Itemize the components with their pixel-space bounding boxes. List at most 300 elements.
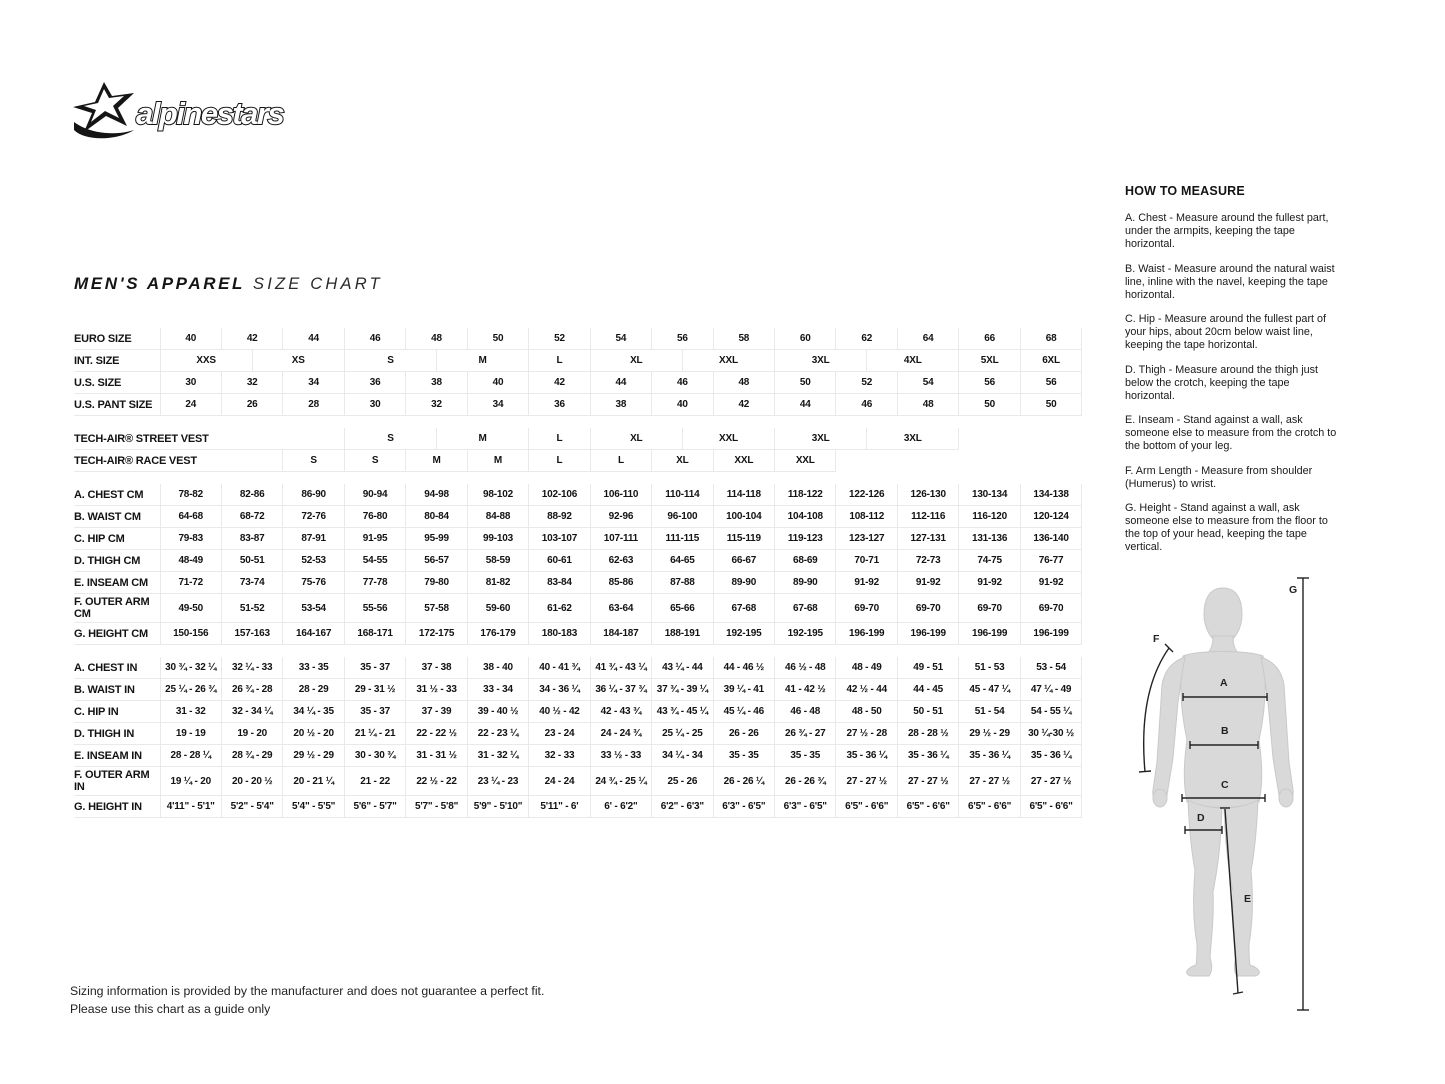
table-cell: 32 - 33 [529, 745, 590, 767]
table-cell: 6XL [1020, 350, 1081, 372]
label-c: C [1221, 779, 1229, 791]
table-cell: 25 ¼ - 26 ¾ [160, 679, 221, 701]
table-cell: 42 [713, 394, 774, 416]
table-cell: 40 - 41 ¾ [529, 657, 590, 679]
table-cell: 6'5" - 6'6" [836, 796, 897, 818]
page-title-sub: SIZE CHART [253, 275, 383, 293]
disclaimer [70, 983, 544, 1019]
row-label: TECH-AIR® STREET VEST [74, 428, 160, 450]
measure-instruction-hip: C. Hip - Measure around the fullest part of your hips, about 20cm below waist line, keeping the tape horizontal. [1125, 313, 1327, 352]
table-cell: 52 [836, 372, 897, 394]
table-cell: 98-102 [467, 484, 528, 506]
row-label: A. CHEST CM [74, 484, 160, 506]
table-cell: 23 ¼ - 23 [467, 767, 528, 796]
table-cell: 35 - 36 ¼ [836, 745, 897, 767]
table-cell: 102-106 [529, 484, 590, 506]
table-cell: L [529, 428, 590, 450]
row-label: B. WAIST CM [74, 506, 160, 528]
table-cell: 24 ¾ - 25 ¼ [590, 767, 651, 796]
table-cell: 50 [775, 372, 836, 394]
alpinestars-wordmark: alpinestars [136, 96, 284, 131]
table-cell: S [344, 450, 405, 472]
table-cell: 39 - 40 ½ [467, 701, 528, 723]
table-cell: 196-199 [959, 623, 1020, 645]
table-cell: 91-92 [897, 572, 958, 594]
table-cell: 44 [283, 328, 344, 350]
table-row [74, 450, 1082, 472]
alpinestars-star-icon [73, 82, 134, 138]
table-cell: 19 - 19 [160, 723, 221, 745]
table-cell: 21 ¼ - 21 [344, 723, 405, 745]
table-cell: 22 - 23 ¼ [467, 723, 528, 745]
table-cell: 79-83 [160, 528, 221, 550]
table-cell: 75-76 [283, 572, 344, 594]
table-cell: 27 - 27 ½ [836, 767, 897, 796]
table-cell: 34 ¼ - 34 [652, 745, 713, 767]
table-cell: 24 - 24 ¾ [590, 723, 651, 745]
disclaimer-line2: Please use this chart as a guide only [70, 1001, 271, 1016]
table-cell: 60-61 [529, 550, 590, 572]
table-cell: 46 - 48 [775, 701, 836, 723]
table-cell: 184-187 [590, 623, 651, 645]
table-cell: 24 - 24 [529, 767, 590, 796]
table-cell: 27 - 27 ½ [959, 767, 1020, 796]
table-cell: 172-175 [406, 623, 467, 645]
table-cell: 30 ¾ - 32 ¼ [160, 657, 221, 679]
table-row [74, 528, 1082, 550]
table-cell: 5XL [959, 350, 1020, 372]
table-cell: 64-65 [652, 550, 713, 572]
row-label: G. HEIGHT CM [74, 623, 160, 645]
table-cell: 48 [713, 372, 774, 394]
table-cell: 34 - 36 ¼ [529, 679, 590, 701]
table-cell: 91-92 [836, 572, 897, 594]
table-cell: 51-52 [221, 594, 282, 623]
table-cell: 25 - 26 [652, 767, 713, 796]
table-cell: 6'5" - 6'6" [897, 796, 958, 818]
row-label: A. CHEST IN [74, 657, 160, 679]
table-cell: 76-80 [344, 506, 405, 528]
table-cell: XXL [713, 450, 774, 472]
table-cell: 114-118 [713, 484, 774, 506]
table-cell: 58 [713, 328, 774, 350]
table-cell: 83-84 [529, 572, 590, 594]
table-cell: S [344, 350, 436, 372]
table-cell: 31 ½ - 33 [406, 679, 467, 701]
table-cell: 55-56 [344, 594, 405, 623]
table-cell: 33 - 34 [467, 679, 528, 701]
row-label: E. INSEAM CM [74, 572, 160, 594]
table-cell: 110-114 [652, 484, 713, 506]
alpinestars-logo [72, 80, 332, 140]
table-cell: 26 - 26 ¼ [713, 767, 774, 796]
table-cell: 196-199 [897, 623, 958, 645]
table-cell: XS [252, 350, 344, 372]
table-cell: 116-120 [959, 506, 1020, 528]
table-cell: 5'2" - 5'4" [221, 796, 282, 818]
table-row [74, 623, 1082, 645]
label-f: F [1153, 633, 1160, 645]
table-cell: 37 ¾ - 39 ¼ [652, 679, 713, 701]
table-cell: M [406, 450, 467, 472]
table-cell: 32 - 34 ¼ [221, 701, 282, 723]
table-cell: 94-98 [406, 484, 467, 506]
table-cell: 64 [897, 328, 958, 350]
table-cell: XXS [160, 350, 252, 372]
label-b: B [1221, 725, 1229, 737]
table-cell: 24 [160, 394, 221, 416]
table-cell: 112-116 [897, 506, 958, 528]
measure-instruction-waist: B. Waist - Measure around the natural waist line, inline with the navel, keeping the tape horizontal. [1125, 262, 1335, 301]
table-cell: 3XL [775, 428, 867, 450]
measure-instruction-thigh: D. Thigh - Measure around the thigh just below the crotch, keeping the tape horizontal. [1125, 363, 1319, 402]
table-cell: 56 [652, 328, 713, 350]
table-cell: 29 ½ - 29 [283, 745, 344, 767]
table-cell: 91-95 [344, 528, 405, 550]
table-cell: 32 [221, 372, 282, 394]
table-cell: 123-127 [836, 528, 897, 550]
table-cell: 42 [529, 372, 590, 394]
table-cell: 60 [775, 328, 836, 350]
table-cell: 34 [283, 372, 344, 394]
table-cell: 71-72 [160, 572, 221, 594]
table-cell: 76-77 [1020, 550, 1081, 572]
table-cell: 56 [959, 372, 1020, 394]
height-line [1297, 578, 1309, 1010]
table-cell: 26 [221, 394, 282, 416]
table-cell: 32 ¼ - 33 [221, 657, 282, 679]
table-cell: 126-130 [897, 484, 958, 506]
table-group-gap [74, 645, 1082, 658]
table-cell: 20 - 21 ¼ [283, 767, 344, 796]
table-cell: 131-136 [959, 528, 1020, 550]
table-cell: 44 [775, 394, 836, 416]
disclaimer-line1: Sizing information is provided by the manufacturer and does not guarantee a perfect fit. [70, 984, 545, 998]
table-row [74, 428, 1082, 450]
table-cell: 6'5" - 6'6" [959, 796, 1020, 818]
table-cell: 31 - 32 [160, 701, 221, 723]
table-cell: 52-53 [283, 550, 344, 572]
table-cell: 69-70 [959, 594, 1020, 623]
table-cell: XL [590, 350, 682, 372]
table-cell: 26 - 26 [713, 723, 774, 745]
table-cell: 28 - 28 ½ [897, 723, 958, 745]
table-cell: 127-131 [897, 528, 958, 550]
table-cell: 36 [529, 394, 590, 416]
table-cell: 29 ½ - 29 [959, 723, 1020, 745]
table-cell: L [529, 450, 590, 472]
table-cell: M [437, 428, 529, 450]
table-cell: 5'7" - 5'8" [406, 796, 467, 818]
table-cell: 38 - 40 [467, 657, 528, 679]
row-label: U.S. PANT SIZE [74, 394, 160, 416]
table-cell: 40 [160, 328, 221, 350]
table-cell: 46 [836, 394, 897, 416]
table-cell: 67-68 [775, 594, 836, 623]
table-row [74, 723, 1082, 745]
table-cell: 192-195 [713, 623, 774, 645]
measure-instruction-inseam: E. Inseam - Stand against a wall, ask someone else to measure from the crotch to the bottom of your leg. [1125, 414, 1337, 453]
how-to-measure [1125, 184, 1337, 566]
table-cell: 134-138 [1020, 484, 1081, 506]
measure-instruction-height: G. Height - Stand against a wall, ask someone else to measure from the floor to the top of your head, keeping the tape vertical. [1125, 501, 1328, 554]
table-cell: 28 ¾ - 29 [221, 745, 282, 767]
table-cell: 180-183 [529, 623, 590, 645]
table-cell: 26 ¾ - 28 [221, 679, 282, 701]
table-cell: S [344, 428, 436, 450]
table-cell [836, 450, 1082, 472]
table-cell: M [467, 450, 528, 472]
table-cell: 96-100 [652, 506, 713, 528]
table-cell: 59-60 [467, 594, 528, 623]
table-cell: 196-199 [836, 623, 897, 645]
table-cell: 79-80 [406, 572, 467, 594]
table-cell: 31 - 31 ½ [406, 745, 467, 767]
table-cell: 4'11" - 5'1" [160, 796, 221, 818]
table-cell: 164-167 [283, 623, 344, 645]
table-cell: 82-86 [221, 484, 282, 506]
table-cell: 30 - 30 ¾ [344, 745, 405, 767]
table-cell: 54 [590, 328, 651, 350]
table-cell: 91-92 [959, 572, 1020, 594]
row-label: F. OUTER ARM CM [74, 594, 160, 623]
table-cell: 27 - 27 ½ [897, 767, 958, 796]
table-cell: 34 [467, 394, 528, 416]
table-cell: 27 - 27 ½ [1020, 767, 1081, 796]
row-label: INT. SIZE [74, 350, 160, 372]
table-cell: 120-124 [1020, 506, 1081, 528]
table-cell [959, 428, 1082, 450]
body-measurement-diagram [1125, 562, 1445, 1034]
table-cell: 35 - 36 ¼ [959, 745, 1020, 767]
table-cell: 35 - 35 [713, 745, 774, 767]
table-row [74, 350, 1082, 372]
table-row [74, 394, 1082, 416]
table-cell: 49 - 51 [897, 657, 958, 679]
table-cell: 6'3" - 6'5" [775, 796, 836, 818]
table-cell: 64-68 [160, 506, 221, 528]
table-cell: 44 - 45 [897, 679, 958, 701]
table-cell: 50 [1020, 394, 1081, 416]
measure-instruction-chest: A. Chest - Measure around the fullest part, under the armpits, keeping the tape horizontal. [1125, 212, 1329, 251]
table-cell: 35 - 36 ¼ [897, 745, 958, 767]
table-row [74, 657, 1082, 679]
table-cell: 65-66 [652, 594, 713, 623]
table-cell: 58-59 [467, 550, 528, 572]
table-cell: 56-57 [406, 550, 467, 572]
table-cell: 69-70 [836, 594, 897, 623]
row-label: F. OUTER ARM IN [74, 767, 160, 796]
row-label: TECH-AIR® RACE VEST [74, 450, 160, 472]
table-cell: 47 ¼ - 49 [1020, 679, 1081, 701]
table-cell: 122-126 [836, 484, 897, 506]
table-cell: 28 - 29 [283, 679, 344, 701]
table-cell: 19 - 20 [221, 723, 282, 745]
table-cell: 45 ¼ - 46 [713, 701, 774, 723]
table-cell: 28 - 28 ¼ [160, 745, 221, 767]
table-cell: 40 [652, 394, 713, 416]
table-row [74, 679, 1082, 701]
table-cell: 21 - 22 [344, 767, 405, 796]
size-table [74, 328, 1082, 818]
table-cell: 46 ½ - 48 [775, 657, 836, 679]
table-cell: 37 - 38 [406, 657, 467, 679]
table-cell: 88-92 [529, 506, 590, 528]
row-label: C. HIP IN [74, 701, 160, 723]
table-cell: 37 - 39 [406, 701, 467, 723]
table-cell: 54 [897, 372, 958, 394]
table-cell: 89-90 [713, 572, 774, 594]
table-cell: 85-86 [590, 572, 651, 594]
table-row [74, 372, 1082, 394]
row-label: E. INSEAM IN [74, 745, 160, 767]
table-cell: 19 ¼ - 20 [160, 767, 221, 796]
table-cell: 41 ¾ - 43 ¼ [590, 657, 651, 679]
table-cell: 36 [344, 372, 405, 394]
table-cell: 53-54 [283, 594, 344, 623]
table-cell: 31 - 32 ¼ [467, 745, 528, 767]
table-row [74, 484, 1082, 506]
table-cell: 50 - 51 [897, 701, 958, 723]
table-cell: 80-84 [406, 506, 467, 528]
table-cell: 30 [344, 394, 405, 416]
table-cell: 6'2" - 6'3" [652, 796, 713, 818]
table-cell: 5'11" - 6' [529, 796, 590, 818]
table-cell: 100-104 [713, 506, 774, 528]
table-cell: 91-92 [1020, 572, 1081, 594]
table-cell: 90-94 [344, 484, 405, 506]
table-cell: 51 - 54 [959, 701, 1020, 723]
table-cell: 22 ½ - 22 [406, 767, 467, 796]
table-cell: 56 [1020, 372, 1081, 394]
row-label: G. HEIGHT IN [74, 796, 160, 818]
table-cell: 26 ¾ - 27 [775, 723, 836, 745]
table-cell: 3XL [867, 428, 959, 450]
table-cell: XXL [682, 428, 774, 450]
table-cell: 36 ¼ - 37 ¾ [590, 679, 651, 701]
table-cell: 87-88 [652, 572, 713, 594]
table-cell: 78-82 [160, 484, 221, 506]
table-row [74, 328, 1082, 350]
table-cell: 40 ½ - 42 [529, 701, 590, 723]
table-cell: 49-50 [160, 594, 221, 623]
table-cell: 28 [283, 394, 344, 416]
page-title [74, 274, 383, 294]
table-cell: 103-107 [529, 528, 590, 550]
table-cell: 38 [406, 372, 467, 394]
table-cell: 35 - 35 [775, 745, 836, 767]
table-cell: 33 - 35 [283, 657, 344, 679]
table-cell: XXL [682, 350, 774, 372]
table-cell: 69-70 [897, 594, 958, 623]
table-cell: 54 - 55 ¼ [1020, 701, 1081, 723]
table-cell: 41 - 42 ½ [775, 679, 836, 701]
table-cell: 99-103 [467, 528, 528, 550]
table-cell: 87-91 [283, 528, 344, 550]
table-cell: 74-75 [959, 550, 1020, 572]
table-cell: 68 [1020, 328, 1081, 350]
row-label: D. THIGH IN [74, 723, 160, 745]
table-cell: 26 - 26 ¾ [775, 767, 836, 796]
table-cell: 54-55 [344, 550, 405, 572]
table-cell: 48 [897, 394, 958, 416]
table-cell: 42 - 43 ¾ [590, 701, 651, 723]
table-cell: XL [652, 450, 713, 472]
table-cell: 66 [959, 328, 1020, 350]
table-cell: 70-71 [836, 550, 897, 572]
table-cell: 86-90 [283, 484, 344, 506]
table-cell: 196-199 [1020, 623, 1081, 645]
table-cell: 34 ¼ - 35 [283, 701, 344, 723]
table-cell: XXL [775, 450, 836, 472]
table-cell: 107-111 [590, 528, 651, 550]
table-group-gap [74, 416, 1082, 429]
table-cell: 4XL [867, 350, 959, 372]
table-cell: 111-115 [652, 528, 713, 550]
table-cell: 48 [406, 328, 467, 350]
table-cell: 27 ½ - 28 [836, 723, 897, 745]
label-g: G [1289, 584, 1298, 596]
table-cell: L [590, 450, 651, 472]
table-cell: 35 - 36 ¼ [1020, 745, 1081, 767]
table-cell: 43 ¼ - 44 [652, 657, 713, 679]
measure-instruction-arm: F. Arm Length - Measure from shoulder (Humerus) to wrist. [1125, 464, 1313, 490]
table-cell: 6'3" - 6'5" [713, 796, 774, 818]
table-cell: 5'6" - 5'7" [344, 796, 405, 818]
table-cell: 48 - 49 [836, 657, 897, 679]
table-cell: 22 - 22 ½ [406, 723, 467, 745]
table-cell: 89-90 [775, 572, 836, 594]
table-cell: 44 [590, 372, 651, 394]
table-cell: 50 [467, 328, 528, 350]
row-label: C. HIP CM [74, 528, 160, 550]
table-cell: 106-110 [590, 484, 651, 506]
row-label: EURO SIZE [74, 328, 160, 350]
table-cell: 188-191 [652, 623, 713, 645]
table-cell: 92-96 [590, 506, 651, 528]
table-cell: 35 - 37 [344, 657, 405, 679]
table-cell: 29 - 31 ½ [344, 679, 405, 701]
table-cell: 20 ½ - 20 [283, 723, 344, 745]
how-to-measure-heading: HOW TO MEASURE [1125, 184, 1245, 198]
table-cell: 73-74 [221, 572, 282, 594]
table-cell: 48-49 [160, 550, 221, 572]
table-row [74, 550, 1082, 572]
table-cell: 157-163 [221, 623, 282, 645]
table-cell: 62 [836, 328, 897, 350]
table-cell: 77-78 [344, 572, 405, 594]
table-cell: 62-63 [590, 550, 651, 572]
table-cell: 61-62 [529, 594, 590, 623]
table-cell: 25 ¼ - 25 [652, 723, 713, 745]
table-cell: 51 - 53 [959, 657, 1020, 679]
table-row [74, 506, 1082, 528]
table-cell: 40 [467, 372, 528, 394]
table-row [74, 594, 1082, 623]
table-row [74, 796, 1082, 818]
table-cell: 68-69 [775, 550, 836, 572]
label-e: E [1244, 893, 1252, 905]
table-cell: 32 [406, 394, 467, 416]
table-cell: 39 ¼ - 41 [713, 679, 774, 701]
label-a: A [1220, 677, 1228, 689]
table-cell: 108-112 [836, 506, 897, 528]
table-cell: 118-122 [775, 484, 836, 506]
table-cell: 119-123 [775, 528, 836, 550]
table-cell: 63-64 [590, 594, 651, 623]
page-title-main: MEN'S APPAREL [74, 274, 246, 293]
table-cell: 35 - 37 [344, 701, 405, 723]
